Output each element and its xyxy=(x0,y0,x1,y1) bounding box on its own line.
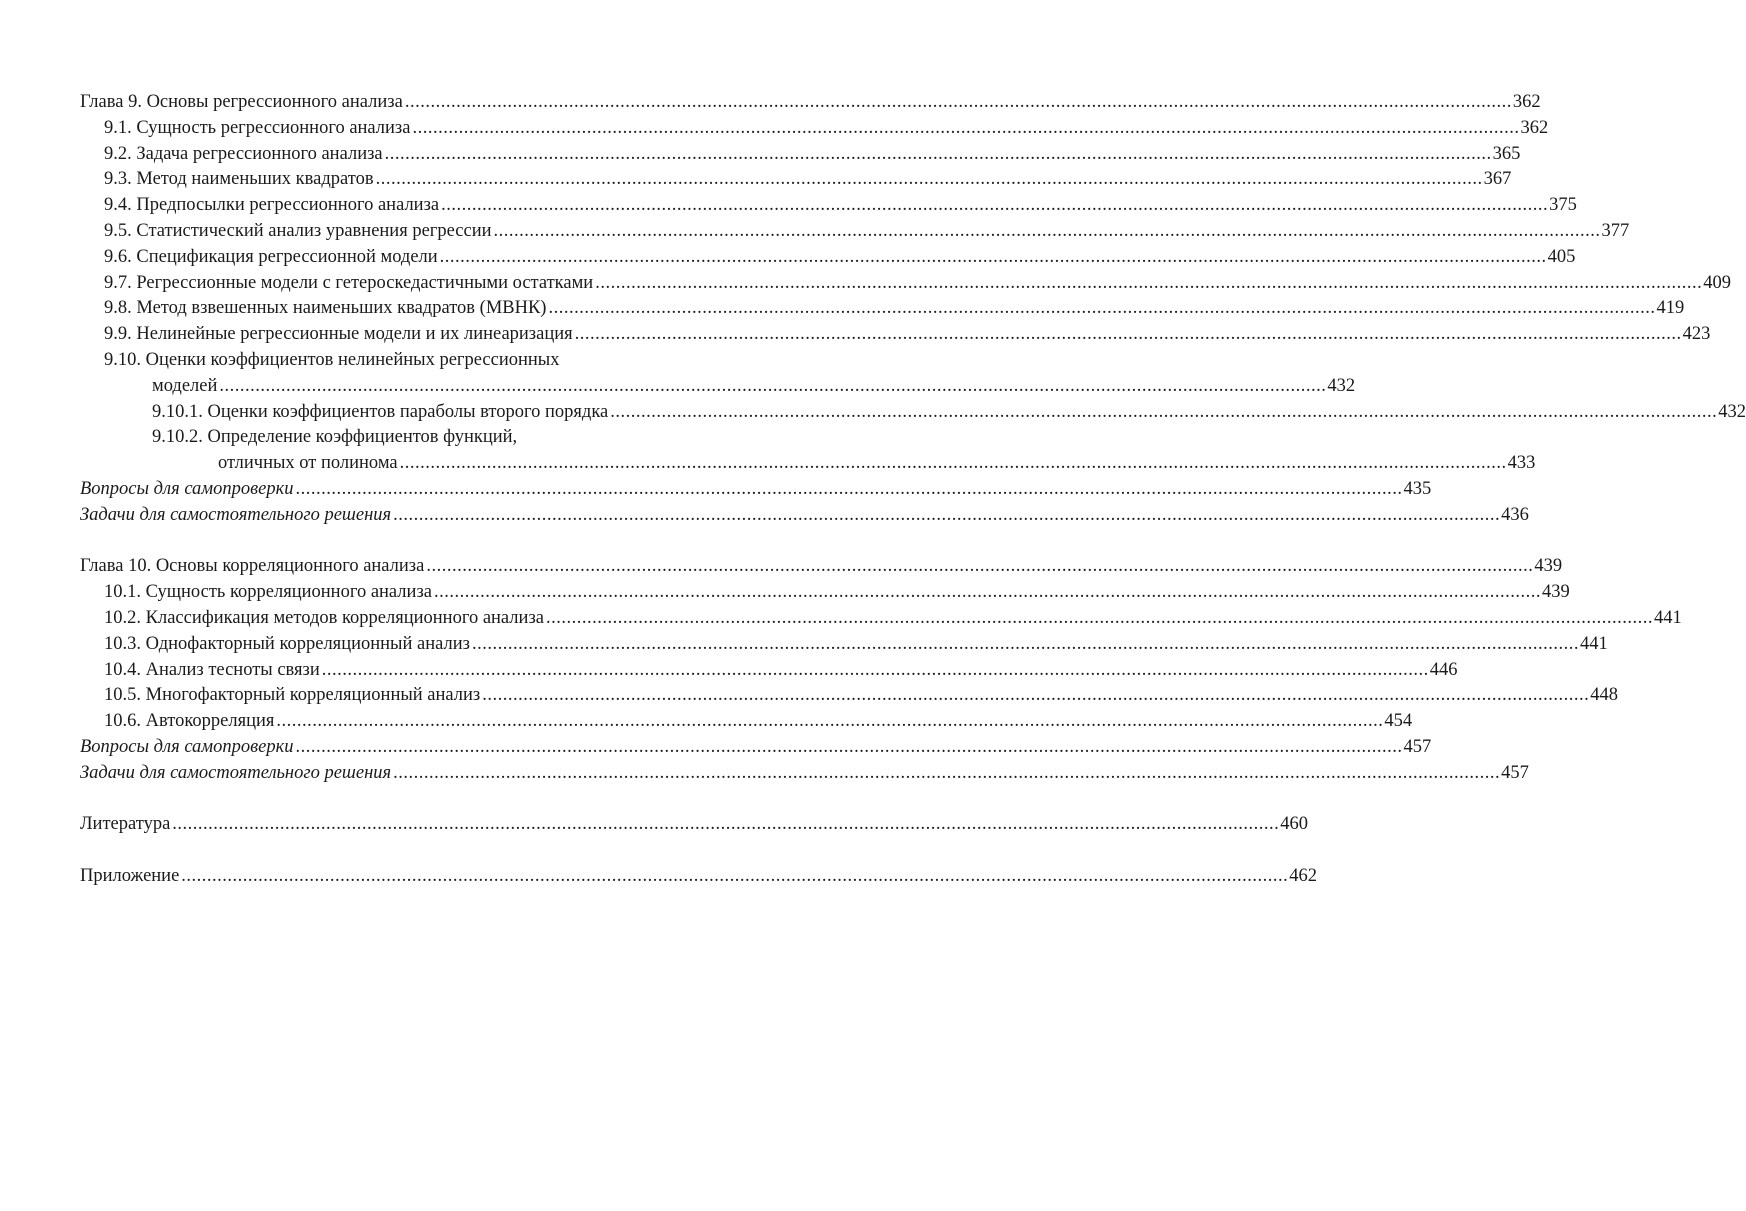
toc-entry[interactable] xyxy=(80,632,1608,658)
toc-entry[interactable] xyxy=(80,245,1576,271)
toc-entry-page: 375 xyxy=(1549,195,1577,216)
toc-entry-title: Глава 9. Основы регрессионного анализа xyxy=(80,92,403,112)
dot-leader xyxy=(434,580,1541,606)
toc-entry[interactable] xyxy=(80,116,1549,142)
toc-entry-page: 439 xyxy=(1541,582,1570,603)
dot-leader xyxy=(440,245,1547,271)
toc-entry-page: 441 xyxy=(1653,607,1682,628)
spacer xyxy=(80,529,748,555)
toc-entry[interactable] xyxy=(80,322,1711,348)
toc-entry-page: 367 xyxy=(1483,169,1512,190)
dot-leader xyxy=(494,219,1601,245)
toc-entry-title: 10.6. Автокорреляция xyxy=(104,711,275,732)
dot-leader xyxy=(482,683,1589,709)
toc-entry[interactable] xyxy=(80,606,1682,632)
toc-entry-title: 10.1. Сущность корреляционного анализа xyxy=(104,582,432,603)
toc-entry-page: 435 xyxy=(1403,478,1432,499)
dot-leader xyxy=(276,709,1383,735)
toc-entry[interactable] xyxy=(80,296,1685,322)
toc-entry[interactable] xyxy=(80,193,1577,219)
toc-entry-page: 432 xyxy=(1718,401,1746,422)
table-of-contents xyxy=(80,90,1746,890)
dot-leader xyxy=(376,167,1483,193)
dot-leader xyxy=(426,554,1533,580)
toc-entry-9-10-1[interactable] xyxy=(80,400,1746,426)
dot-leader xyxy=(575,322,1682,348)
toc-entry-title: 9.2. Задача регрессионного анализа xyxy=(104,143,383,164)
toc-entry-title: 9.6. Спецификация регрессионной модели xyxy=(104,246,438,267)
toc-entry-page: 432 xyxy=(1327,375,1356,396)
toc-entry-title: 9.5. Статистический анализ уравнения регрессии xyxy=(104,220,492,241)
toc-entry-page: 433 xyxy=(1507,453,1536,474)
toc-entry[interactable] xyxy=(80,709,1413,735)
toc-tasks-ch9[interactable] xyxy=(80,503,1529,529)
toc-entry-page: 362 xyxy=(1512,92,1541,112)
dot-leader xyxy=(172,812,1279,838)
toc-entry-page: 419 xyxy=(1656,298,1685,319)
toc-entry[interactable] xyxy=(80,580,1570,606)
dot-leader xyxy=(412,116,1519,142)
toc-entry[interactable] xyxy=(80,142,1521,168)
toc-entry-title: Задачи для самостоятельного решения xyxy=(80,762,392,783)
toc-appendix[interactable] xyxy=(80,864,1318,890)
toc-entry[interactable] xyxy=(80,219,1630,245)
toc-entry-page: 409 xyxy=(1703,272,1731,293)
dot-leader xyxy=(610,400,1717,426)
toc-entry-page: 436 xyxy=(1501,504,1529,525)
toc-tasks-ch10[interactable] xyxy=(80,761,1529,787)
toc-entry-title: Глава 10. Основы корреляционного анализа xyxy=(80,556,425,577)
toc-entry-title: 9.3. Метод наименьших квадратов xyxy=(104,169,374,190)
dot-leader xyxy=(181,864,1288,890)
toc-entry-title: 9.8. Метод взвешенных наименьших квадратов (МВНК) xyxy=(104,298,547,319)
toc-entry-9-10-line2[interactable] xyxy=(80,374,1356,400)
toc-entry-title: 9.10.1. Оценки коэффициентов параболы второго порядка xyxy=(152,401,609,422)
toc-entry-page: 460 xyxy=(1280,814,1309,835)
toc-entry-title: 10.2. Классификация методов корреляционного анализа xyxy=(104,607,544,628)
toc-entry-title: Приложение xyxy=(80,865,180,886)
dot-leader xyxy=(296,735,1403,761)
toc-entry-page: 362 xyxy=(1520,117,1549,138)
toc-entry-title: 10.5. Многофакторный корреляционный анализ xyxy=(104,685,481,706)
toc-entry-title: 9.10.2. Определение коэффициентов функций, xyxy=(152,427,518,448)
toc-entry-page: 377 xyxy=(1601,220,1630,241)
toc-questions-ch9[interactable] xyxy=(80,477,1432,503)
toc-entry-page: 457 xyxy=(1501,762,1529,783)
toc-entry-page: 423 xyxy=(1682,324,1711,345)
toc-entry[interactable] xyxy=(80,658,1458,684)
spacer xyxy=(80,787,748,813)
toc-entry-title: 9.9. Нелинейные регрессионные модели и их линеаризация xyxy=(104,324,573,345)
toc-literature[interactable] xyxy=(80,812,1309,838)
toc-entry-title: 9.10. Оценки коэффициентов нелинейных регрессионных xyxy=(104,349,560,370)
toc-entry-page: 365 xyxy=(1492,143,1521,164)
toc-entry-page: 448 xyxy=(1590,685,1618,706)
dot-leader xyxy=(546,606,1653,632)
toc-entry-page: 454 xyxy=(1384,711,1413,732)
dot-leader xyxy=(393,761,1500,787)
toc-entry-9-10-line1[interactable] xyxy=(80,348,748,374)
toc-entry[interactable] xyxy=(80,271,1731,297)
toc-entry-page: 446 xyxy=(1429,659,1458,680)
toc-entry-title: 10.4. Анализ тесноты связи xyxy=(104,659,320,680)
dot-leader xyxy=(472,632,1579,658)
toc-entry-title: 9.7. Регрессионные модели с гетероскедастичными остатками xyxy=(104,272,594,293)
toc-entry-page: 439 xyxy=(1534,556,1563,577)
toc-entry-title: Задачи для самостоятельного решения xyxy=(80,504,392,525)
dot-leader xyxy=(219,374,1326,400)
dot-leader xyxy=(405,90,1512,116)
toc-entry-title: 9.1. Сущность регрессионного анализа xyxy=(104,117,411,138)
spacer xyxy=(80,838,748,864)
toc-entry-9-10-2-line2[interactable] xyxy=(80,451,1536,477)
toc-entry-page: 457 xyxy=(1403,736,1432,757)
toc-entry-title: отличных от полинома xyxy=(218,453,398,474)
dot-leader xyxy=(393,503,1500,529)
dot-leader xyxy=(296,477,1403,503)
dot-leader xyxy=(322,658,1429,684)
toc-entry-page: 405 xyxy=(1547,246,1576,267)
toc-entry-title: Вопросы для самопроверки xyxy=(80,478,294,499)
toc-entry-title: 10.3. Однофакторный корреляционный анализ xyxy=(104,633,470,654)
dot-leader xyxy=(548,296,1655,322)
toc-entry-title: 9.4. Предпосылки регрессионного анализа xyxy=(104,195,440,216)
toc-questions-ch10[interactable] xyxy=(80,735,1432,761)
toc-chapter-10[interactable] xyxy=(80,554,1563,580)
toc-entry[interactable] xyxy=(80,683,1618,709)
dot-leader xyxy=(595,271,1702,297)
dot-leader xyxy=(441,193,1548,219)
toc-entry[interactable] xyxy=(80,167,1512,193)
toc-chapter-9[interactable] xyxy=(80,90,1541,116)
toc-entry-title: Литература xyxy=(80,814,171,835)
toc-entry-9-10-2-line1[interactable] xyxy=(80,425,748,451)
toc-entry-page: 462 xyxy=(1289,865,1318,886)
toc-entry-title: моделей xyxy=(152,375,218,396)
toc-entry-page: 441 xyxy=(1579,633,1608,654)
dot-leader xyxy=(400,451,1507,477)
dot-leader xyxy=(385,142,1492,168)
toc-entry-title: Вопросы для самопроверки xyxy=(80,736,294,757)
